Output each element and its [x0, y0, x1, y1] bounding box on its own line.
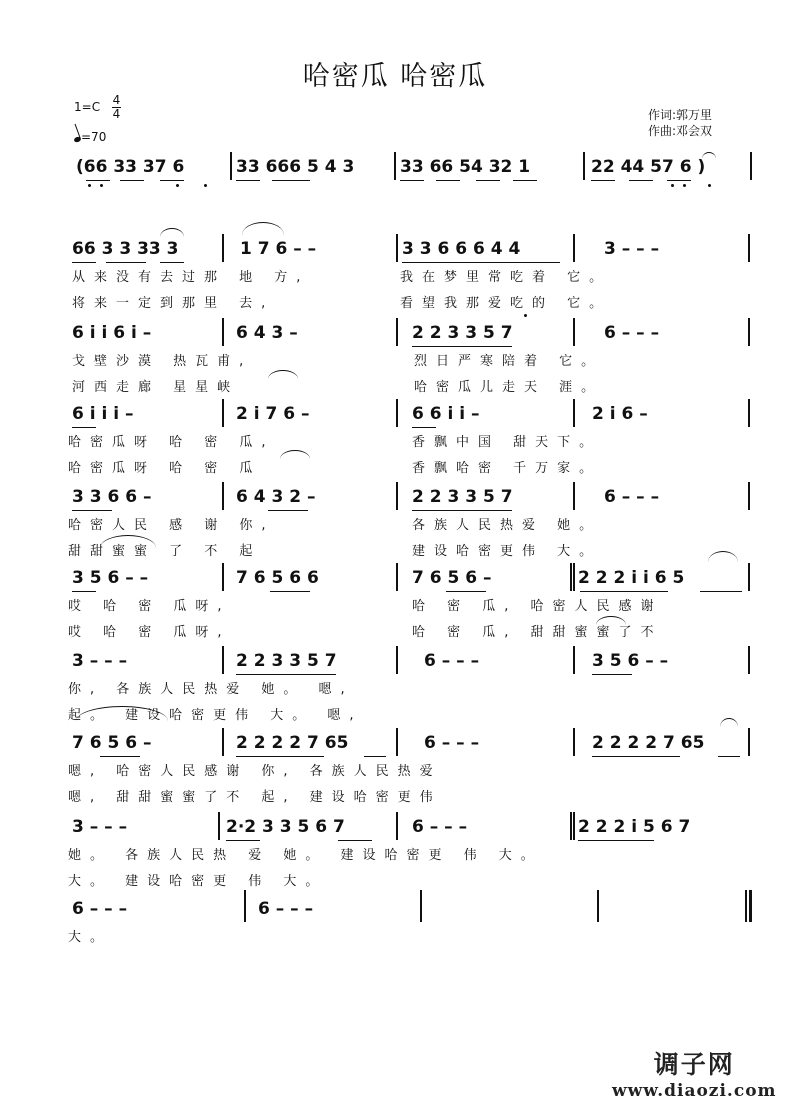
measure-notes: 6 4 3 –	[236, 323, 298, 343]
underline	[236, 674, 336, 675]
barline	[748, 399, 750, 427]
measure-notes: 3 – – –	[72, 651, 128, 671]
score-line	[0, 898, 790, 922]
measure-notes: 22 44 57 6 )	[591, 157, 706, 177]
octave-dot	[524, 314, 527, 317]
composer-credit: 作曲:邓会双	[648, 124, 713, 138]
measure-notes: 2 2 2 i i 6 5	[578, 568, 685, 588]
slur	[708, 551, 738, 562]
underline	[226, 840, 260, 841]
barline	[570, 812, 572, 840]
score-line	[0, 322, 790, 346]
lyric-verse1: 我在梦里常吃着 它。	[400, 270, 612, 285]
underline	[718, 756, 740, 757]
watermark-brand: 调子网	[653, 1050, 735, 1079]
measure-notes: 6 – – –	[424, 733, 480, 753]
key-signature: 1=C	[74, 100, 101, 114]
final-barline-thin	[745, 890, 747, 922]
barline	[222, 563, 224, 591]
underline	[100, 756, 140, 757]
underline	[436, 180, 460, 181]
octave-dot	[708, 184, 711, 187]
barline	[230, 152, 232, 180]
measure-notes: 6 4 3 2 –	[236, 487, 316, 507]
barline	[222, 646, 224, 674]
barline	[222, 318, 224, 346]
measure-notes: 33 66 54 32 1	[400, 157, 531, 177]
lyric-verse2: 看望我那爱吃的 它。	[400, 296, 612, 311]
barline	[396, 646, 398, 674]
meter-top: 4	[112, 93, 121, 107]
lyric-verse1: 从来没有去过那 地 方,	[72, 270, 310, 285]
lyric-verse1: 嗯, 哈密人民感谢 你, 各族人民热爱	[68, 764, 442, 779]
barline	[396, 563, 398, 591]
underline	[402, 262, 560, 263]
lyric-verse2: 甜甜蜜蜜 了 不 起	[68, 544, 262, 559]
barline	[573, 482, 575, 510]
slur	[160, 228, 184, 237]
octave-dot	[88, 184, 91, 187]
barline	[573, 234, 575, 262]
barline	[396, 728, 398, 756]
score-line	[0, 486, 790, 510]
barline	[396, 318, 398, 346]
underline	[412, 427, 436, 428]
measure-notes: 6 – – –	[604, 487, 660, 507]
score-line	[0, 650, 790, 674]
underline	[578, 840, 654, 841]
measure-notes: 3 5 6 – –	[72, 568, 149, 588]
lyric-verse1: 香飘中国 甜天下。	[412, 435, 602, 450]
barline	[748, 482, 750, 510]
underline	[667, 180, 691, 181]
underline	[591, 180, 615, 181]
barline	[573, 318, 575, 346]
barline	[396, 482, 398, 510]
lyric-verse1: 戈壁沙漠 热瓦甫,	[72, 354, 253, 369]
lyric-verse2: 嗯, 甜甜蜜蜜了不 起, 建设哈密更伟	[68, 790, 442, 805]
score-line	[0, 567, 790, 591]
measure-notes: 2 i 6 –	[592, 404, 648, 424]
lyric-verse1: 烈日严寒陪着 它。	[414, 354, 604, 369]
underline	[236, 180, 260, 181]
measure-notes: 6 – – –	[424, 651, 480, 671]
barline	[222, 399, 224, 427]
lyric-verse2: 香飘哈密 千万家。	[412, 461, 602, 476]
measure-notes: 2 2 2 2 7 65	[592, 733, 705, 753]
barline	[222, 234, 224, 262]
underline	[580, 591, 668, 592]
watermark	[612, 1045, 777, 1101]
lyric-verse2: 大。 建设哈密更 伟 大。	[68, 874, 328, 889]
measure-notes: 6 i i i –	[72, 404, 134, 424]
barline	[394, 152, 396, 180]
underline	[700, 591, 742, 592]
measure-notes: (66 33 37 6	[76, 157, 185, 177]
measure-notes: 2 2 3 3 5 7	[412, 323, 513, 343]
underline	[72, 427, 96, 428]
barline	[748, 563, 750, 591]
measure-notes: 2 2 2 2 7 65	[236, 733, 349, 753]
underline	[86, 180, 110, 181]
lyric-verse2: 建设哈密更伟 大。	[412, 544, 602, 559]
slur	[280, 450, 310, 459]
barline	[570, 563, 572, 591]
barline	[573, 646, 575, 674]
barline	[748, 728, 750, 756]
lyric-verse1: 哎 哈 密 瓜呀,	[68, 599, 231, 614]
song-title: 哈密瓜 哈密瓜	[302, 61, 488, 92]
underline	[592, 756, 680, 757]
score-line	[0, 816, 790, 840]
measure-notes: 6 – – –	[604, 323, 660, 343]
underline	[592, 674, 632, 675]
barline	[750, 152, 752, 180]
underline	[72, 510, 112, 511]
lyric-verse2: 哈 密 瓜, 甜甜蜜蜜了不	[412, 625, 663, 640]
barline	[244, 890, 246, 922]
barline	[222, 482, 224, 510]
measure-notes: 3 – – –	[72, 817, 128, 837]
octave-dot	[100, 184, 103, 187]
lyric-verse1: 各族人民热爱 她。	[412, 518, 602, 533]
underline	[629, 180, 653, 181]
underline	[160, 262, 184, 263]
barline	[420, 890, 422, 922]
score-line	[0, 238, 790, 262]
measure-notes: 7 6 5 6 –	[72, 733, 152, 753]
barline	[396, 234, 398, 262]
slur	[242, 222, 284, 235]
barline	[573, 728, 575, 756]
lyric-verse2: 哈密瓜儿走天 涯。	[414, 380, 604, 395]
barline	[573, 563, 575, 591]
measure-notes: 6 6 i i –	[412, 404, 480, 424]
slur	[100, 535, 156, 548]
barline	[222, 728, 224, 756]
score-line	[0, 403, 790, 427]
underline	[400, 180, 424, 181]
score-line	[0, 732, 790, 756]
meter-bottom: 4	[112, 107, 121, 121]
measure-notes: 2 2 3 3 5 7	[412, 487, 513, 507]
measure-notes: 3 3 6 6 6 4 4	[402, 239, 521, 259]
lyric-verse1: 大。	[68, 930, 113, 945]
slur	[702, 152, 716, 159]
final-barline-thick	[749, 890, 752, 922]
measure-notes: 3 5 6 – –	[592, 651, 669, 671]
measure-notes: 6 i i 6 i –	[72, 323, 152, 343]
lyric-verse1: 你, 各族人民热爱 她。 嗯,	[68, 682, 354, 697]
underline	[120, 180, 144, 181]
measure-notes: 2 i 7 6 –	[236, 404, 310, 424]
underline	[268, 510, 308, 511]
lyric-verse2: 起。 建设哈密更伟 大。 嗯,	[68, 708, 363, 723]
underline	[364, 756, 386, 757]
octave-dot	[204, 184, 207, 187]
barline	[396, 399, 398, 427]
barline	[573, 399, 575, 427]
underline	[160, 180, 184, 181]
underline	[106, 262, 146, 263]
underline	[338, 840, 372, 841]
barline	[573, 812, 575, 840]
underline	[72, 591, 96, 592]
measure-notes: 66 3 3 33 3	[72, 239, 179, 259]
measure-notes: 6 – – –	[412, 817, 468, 837]
barline	[597, 890, 599, 922]
slur	[720, 718, 738, 727]
barline	[748, 318, 750, 346]
underline	[412, 346, 512, 347]
tempo-marking	[74, 130, 106, 144]
lyric-verse1: 哈密瓜呀 哈 密 瓜,	[68, 435, 275, 450]
underline	[476, 180, 500, 181]
slur	[596, 616, 626, 625]
lyric-verse2: 将来一定到那里 去,	[72, 296, 275, 311]
underline	[412, 510, 512, 511]
measure-notes: 2 2 3 3 5 7	[236, 651, 337, 671]
octave-dot	[176, 184, 179, 187]
measure-notes: 3 3 6 6 –	[72, 487, 152, 507]
lyric-verse2: 哎 哈 密 瓜呀,	[68, 625, 231, 640]
barline	[218, 812, 220, 840]
lyric-verse2: 河西走廊 星星峡	[72, 380, 240, 395]
underline	[236, 756, 324, 757]
slur	[268, 370, 298, 379]
tempo-value: =70	[81, 130, 107, 144]
lyricist-credit: 作词:郭万里	[648, 108, 713, 122]
measure-notes: 7 6 5 6 6	[236, 568, 319, 588]
barline	[748, 234, 750, 262]
measure-notes: 7 6 5 6 –	[412, 568, 492, 588]
underline	[72, 262, 96, 263]
measure-notes: 1 7 6 – –	[240, 239, 317, 259]
measure-notes: 2·2 3 3 5 6 7	[226, 817, 345, 837]
lyric-verse1: 她。 各族人民热 爱 她。 建设哈密更 伟 大。	[68, 848, 543, 863]
lyric-verse1: 哈密人民 感 谢 你,	[68, 518, 275, 533]
underline	[446, 591, 486, 592]
measure-notes: 3 – – –	[604, 239, 660, 259]
time-signature	[112, 94, 121, 121]
barline	[396, 812, 398, 840]
underline	[270, 591, 310, 592]
barline	[583, 152, 585, 180]
octave-dot	[683, 184, 686, 187]
barline	[748, 646, 750, 674]
underline	[272, 180, 310, 181]
lyric-verse2: 哈密瓜呀 哈 密 瓜	[68, 461, 262, 476]
lyric-verse1: 哈 密 瓜, 哈密人民感谢	[412, 599, 663, 614]
measure-notes: 6 – – –	[258, 899, 314, 919]
underline	[513, 180, 537, 181]
measure-notes: 33 666 5 4 3	[236, 157, 355, 177]
octave-dot	[671, 184, 674, 187]
measure-notes: 6 – – –	[72, 899, 128, 919]
measure-notes: 2 2 2 i 5 6 7	[578, 817, 691, 837]
watermark-url: www.diaozi.com	[612, 1081, 777, 1101]
